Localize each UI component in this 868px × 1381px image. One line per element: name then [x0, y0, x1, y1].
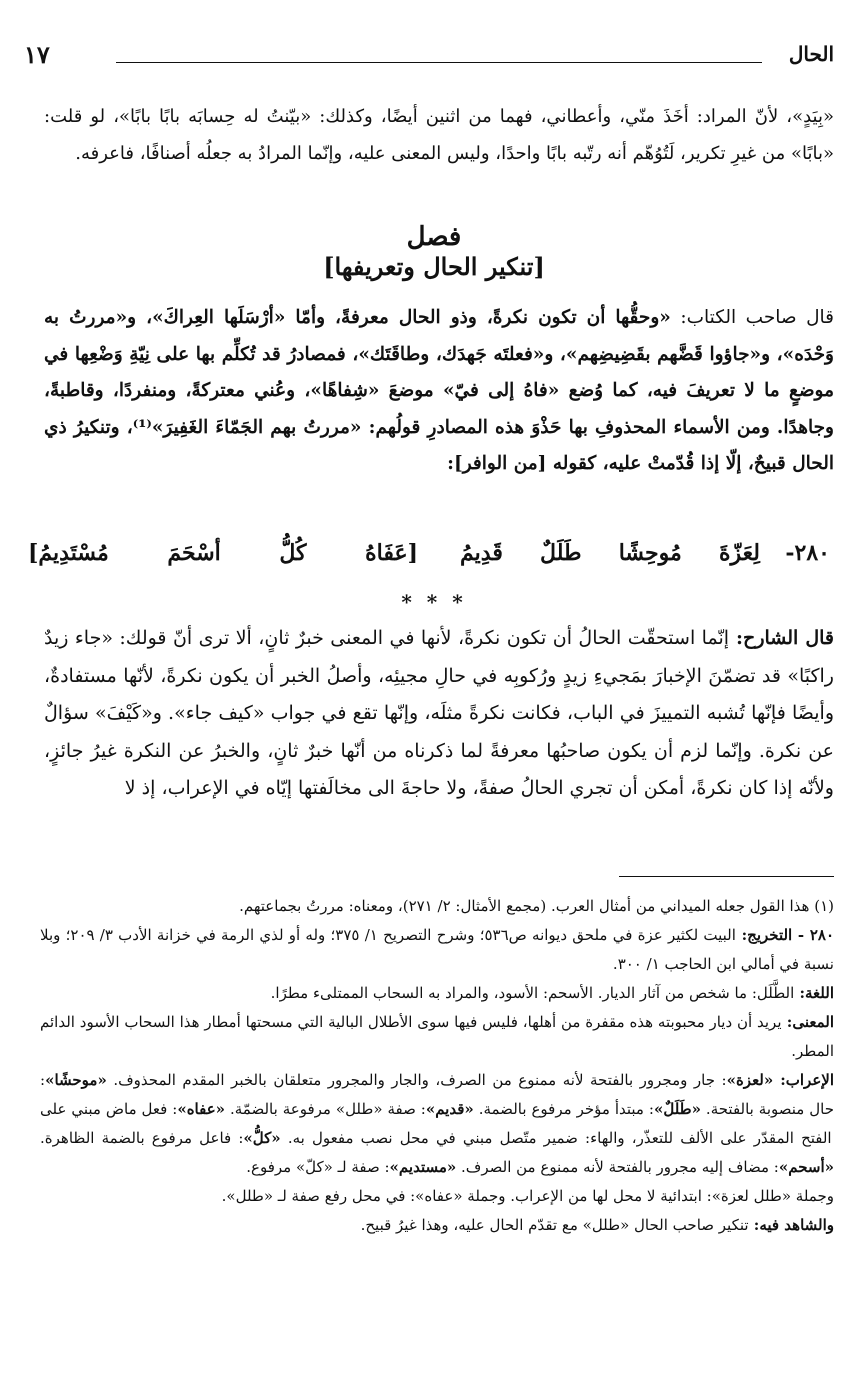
page-number: ١٧: [24, 40, 50, 69]
footnote-shahid: [40, 1211, 834, 1240]
matn-paragraph: [44, 300, 834, 483]
footnotes: [40, 892, 834, 1240]
irab-explanation: : مضاف إليه مجرور بالفتحة لأنه ممنوع من الصرف.: [456, 1158, 779, 1176]
irab-term: «كلُّ»: [243, 1129, 281, 1147]
irab-explanation: : جار ومجرور بالفتحة لأنه ممنوع من الصرف، والجار والمجرور متعلقان بالخبر المقدم المحذوف.: [106, 1071, 727, 1089]
verse-second-hemistich: [عَفَاهُ كُلُّ أسْحَمَ مُسْتَدِيمُ]: [28, 540, 418, 566]
irab-term: «أسحم»: [778, 1158, 834, 1176]
commentary-lead: قال الشارح:: [729, 627, 834, 649]
section-heading: فصل: [406, 222, 462, 252]
irab-explanation: : صفة لـ «كلّ» مرفوع.: [246, 1158, 390, 1176]
footnote-lugha: [40, 979, 834, 1008]
takhrij-label: ٢٨٠ - التخريج:: [735, 926, 835, 944]
page-header: [24, 40, 834, 74]
irab-term: «مستديم»: [389, 1158, 457, 1176]
irab-term: «عفاه»: [177, 1100, 226, 1118]
footnote-jumla: وجملة «طلل لعزة»: ابتدائية لا محل لها من الإعراب. وجملة «عفاه»: في محل رفع صفة لـ «طلل».: [221, 1187, 834, 1205]
irab-term: «طَلَلٌ»: [653, 1100, 701, 1118]
irab-explanation: : مبتدأ مؤخر مرفوع بالضمة.: [473, 1100, 654, 1118]
poetry-verse: [28, 536, 830, 580]
footnote-rule: [619, 876, 834, 877]
footnote-takhrij: [40, 921, 834, 979]
section-subheading: [تنكير الحال وتعريفها]: [323, 252, 545, 281]
footnote-irab: [40, 1066, 834, 1182]
commentary-text: إنّما استحقّت الحالُ أن تكون نكرةً، لأنها في المعنى خبرٌ ثانٍ، ألا ترى أنّ قولك: «جاء زيدٌ راكبًا» قد تضمّنَ الإخبارَ بمَجيءِ زيدٍ ورُكوبِه في حالِ مجيئِه، وأصلُ الخبر أن يكون نكرةً، لأنّها مستفادةٌ، وأيضًا فإنّها تُشبه التمييزَ في الباب، فكانت نكرةً مثلَه، وإنّها تقع في جواب «كيف جاء». و«كَيْفَ» سؤالٌ عن نكرة. وإنّما لزم أن يكون صاحبُها معرفةً لما ذكرناه من أنّها خبرٌ ثانٍ، والخبرُ عن النكرة غيرُ جائزٍ، ولأنّه إذا كان نكرةً، أمكن أن تجري الحالُ صفةً، ولا حاجةَ الى مخالَفتها إيّاه في الإعراب، إذ لا: [44, 627, 834, 799]
verse-number: ٢٨٠-: [785, 540, 830, 566]
intro-paragraph: «بِيَدٍ»، لأنّ المراد: أخَذَ منّي، وأعطاني، فهما من اثنين أيضًا، وكذلك: «بيّنتُ له حِسابَه بابًا بابًا»، لو قلت: «بابًا» من غيرِ تكرير، لَتُوُهّم أنه رتّبه بابًا واحدًا، وليس المعنى عليه، وإنّما المرادُ به جعلُه أصنافًا، فاعرفه.: [44, 106, 834, 164]
section-separator: * * *: [401, 590, 467, 614]
lugha-text: الطَّلَل: ما شخص من آثار الديار. الأسحم: الأسود، والمراد به السحاب الممتلىء مطرًا.: [270, 984, 795, 1002]
shahid-label: والشاهد فيه:: [748, 1216, 834, 1234]
running-title: الحال: [788, 42, 834, 66]
footnote-1: (١) هذا القول جعله الميداني من أمثال العرب. (مجمع الأمثال: ٢/ ٢٧١)، ومعناه: مررتُ بجماعتهم.: [239, 897, 834, 915]
mana-text: يريد أن ديار محبوبته هذه مقفرة من أهلها، فليس فيها سوى الأطلال البالية التي مسحتها أمطار هذا السحاب الأسود الدائم المطر.: [40, 1013, 834, 1060]
takhrij-text: البيت لكثير عزة في ملحق ديوانه ص٥٣٦؛ وشرح التصريح ١/ ٣٧٥؛ وله أو لذي الرمة في خزانة الأدب ٣/ ٢٠٩؛ وبلا نسبة في أمالي ابن الحاجب ١/ ٣٠٠.: [40, 926, 834, 973]
irab-explanation: : فعل ماض مبني على الفتح المقدّر على الألف للتعذّر، والهاء: ضمير متّصل مبني في محل نصب مفعول به.: [40, 1100, 832, 1147]
matn-text: «وحقُّها أن تكون نكرةً، وذو الحال معرفةً، وأمّا «أرْسَلَها العِراكَ»، و«مررتُ به وَحْدَه»، و«جاؤوا قَضَّهم بقَضِيضِهم»، و«فعلتَه جَهدَك، وطاقَتَك»، فمصادرُ قد تُكلِّم بها على نِيّةِ وَضْعِها في موضعٍ ما لا تعريفَ فيه، كما وُضع «فاهُ إلى فيّ» موضعَ «شِفاهًا»، وعُني معتركةً، ومنفردًا، وقاطبةً، وجاهدًا. ومن الأسماء المحذوفِ بها حَذْوَ هذه المصادرِ قولُهم: «مررتُ بهم الجَمّاءَ الغَفِيرَ»⁽¹⁾، وتنكيرُ ذي الحال قبيحٌ، إلّا إذا قُدّمتْ عليه، كقوله [من الوافر]:: [44, 307, 834, 474]
footnote-mana: [40, 1008, 834, 1066]
verse-first-hemistich: لِعَزّةَ مُوحِشًا طَلَلٌ قَدِيمُ: [460, 540, 760, 566]
irab-term: «لعزة»: [726, 1071, 774, 1089]
irab-explanation: : صفة «طلل» مرفوعة بالضمّة.: [225, 1100, 426, 1118]
mana-label: المعنى:: [781, 1013, 834, 1031]
matn-lead: قال صاحب الكتاب:: [670, 307, 835, 328]
irab-explanation: : فاعل مرفوع بالضمة الظاهرة.: [40, 1129, 244, 1147]
irab-explanation: : حال منصوبة بالفتحة.: [40, 1071, 834, 1118]
shahid-text: تنكير صاحب الحال «طلل» مع تقدّم الحال عليه، وهذا غيرُ قبيح.: [360, 1216, 749, 1234]
irab-term: «موحشًا»: [45, 1071, 107, 1089]
lugha-label: اللغة:: [794, 984, 834, 1002]
irab-label: الإعراب:: [773, 1071, 835, 1089]
commentary-paragraph: [44, 620, 834, 808]
header-rule: [116, 62, 762, 63]
irab-term: «قديم»: [425, 1100, 474, 1118]
